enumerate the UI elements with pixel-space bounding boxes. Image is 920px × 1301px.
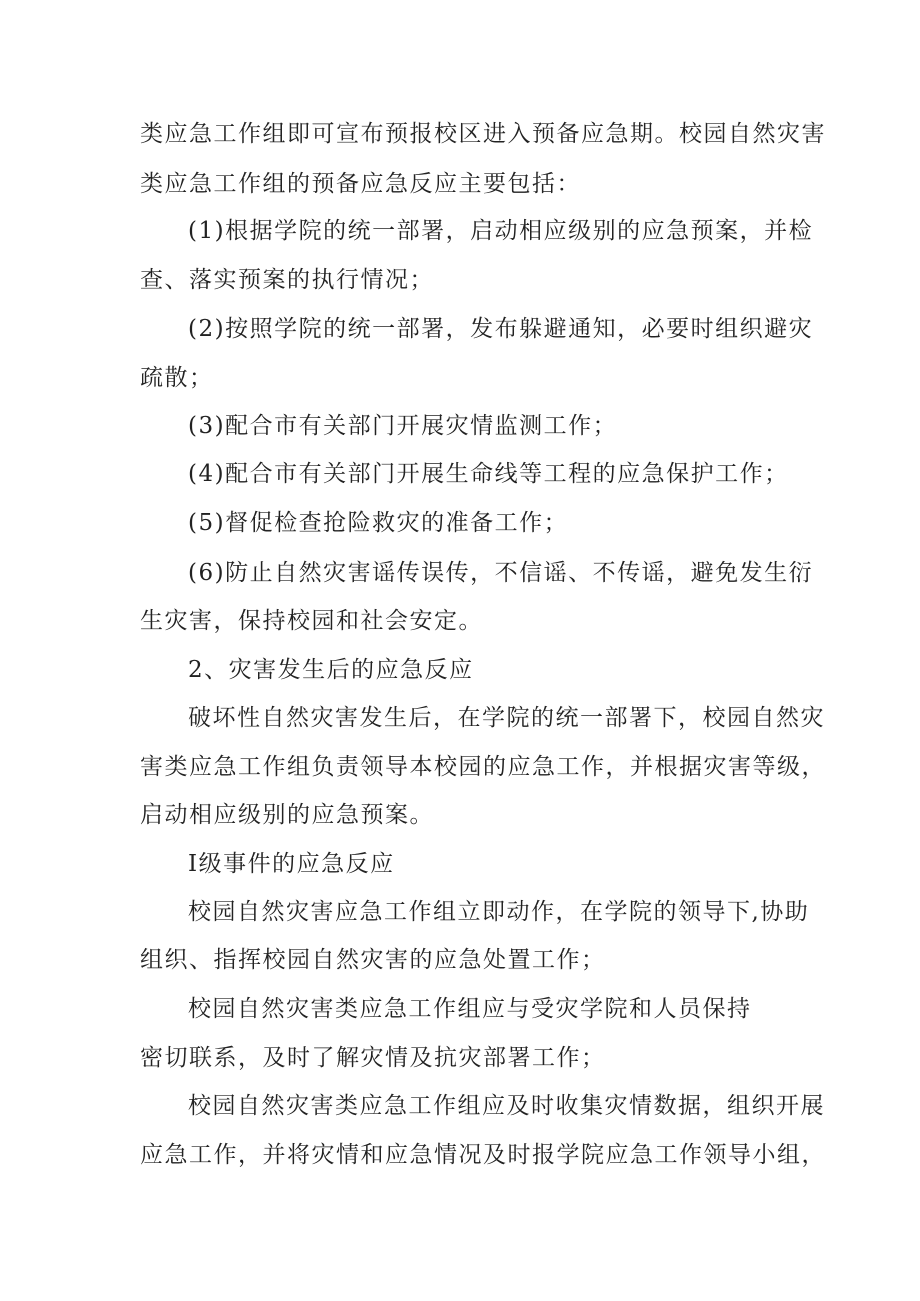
paragraph-line: 校园自然灾害类应急工作组应与受灾学院和人员保持	[188, 996, 752, 1022]
paragraph-line: 生灾害，保持校园和社会安定。	[140, 608, 483, 634]
paragraph-line: 校园自然灾害应急工作组立即动作，在学院的领导下,协助	[188, 899, 810, 925]
paragraph-line: 害类应急工作组负责领导本校园的应急工作，并根据灾害等级，	[140, 754, 826, 780]
paragraph-line: 应急工作，并将灾情和应急情况及时报学院应急工作领导小组，	[140, 1142, 826, 1168]
paragraph-line: 疏散；	[140, 365, 214, 391]
paragraph-line: 启动相应级别的应急预案。	[140, 802, 434, 828]
paragraph-line: 密切联系，及时了解灾情及抗灾部署工作；	[140, 1045, 606, 1071]
subsection-heading: I级事件的应急反应	[188, 851, 395, 877]
paragraph-line: 组织、指挥校园自然灾害的应急处置工作；	[140, 947, 606, 973]
list-item-1: (1)根据学院的统一部署，启动相应级别的应急预案，并检	[188, 218, 814, 244]
paragraph-line: 破坏性自然灾害发生后，在学院的统一部署下，校园自然灾	[188, 705, 825, 731]
list-item-2: (2)按照学院的统一部署，发布躲避通知，必要时组织避灾	[188, 316, 814, 342]
paragraph-line: 类应急工作组即可宣布预报校区进入预备应急期。校园自然灾害	[140, 121, 826, 147]
section-heading: 2、灾害发生后的应急反应	[188, 657, 474, 683]
paragraph-line: 查、落实预案的执行情况；	[140, 267, 434, 293]
paragraph-line: 类应急工作组的预备应急反应主要包括：	[140, 171, 581, 197]
list-item-3: (3)配合市有关部门开展灾情监测工作；	[188, 413, 618, 439]
list-item-6: (6)防止自然灾害谣传误传，不信谣、不传谣，避免发生衍	[188, 560, 814, 586]
paragraph-line: 校园自然灾害类应急工作组应及时收集灾情数据，组织开展	[188, 1093, 825, 1119]
list-item-5: (5)督促检查抢险救灾的准备工作；	[188, 510, 569, 536]
list-item-4: (4)配合市有关部门开展生命线等工程的应急保护工作；	[188, 461, 789, 487]
